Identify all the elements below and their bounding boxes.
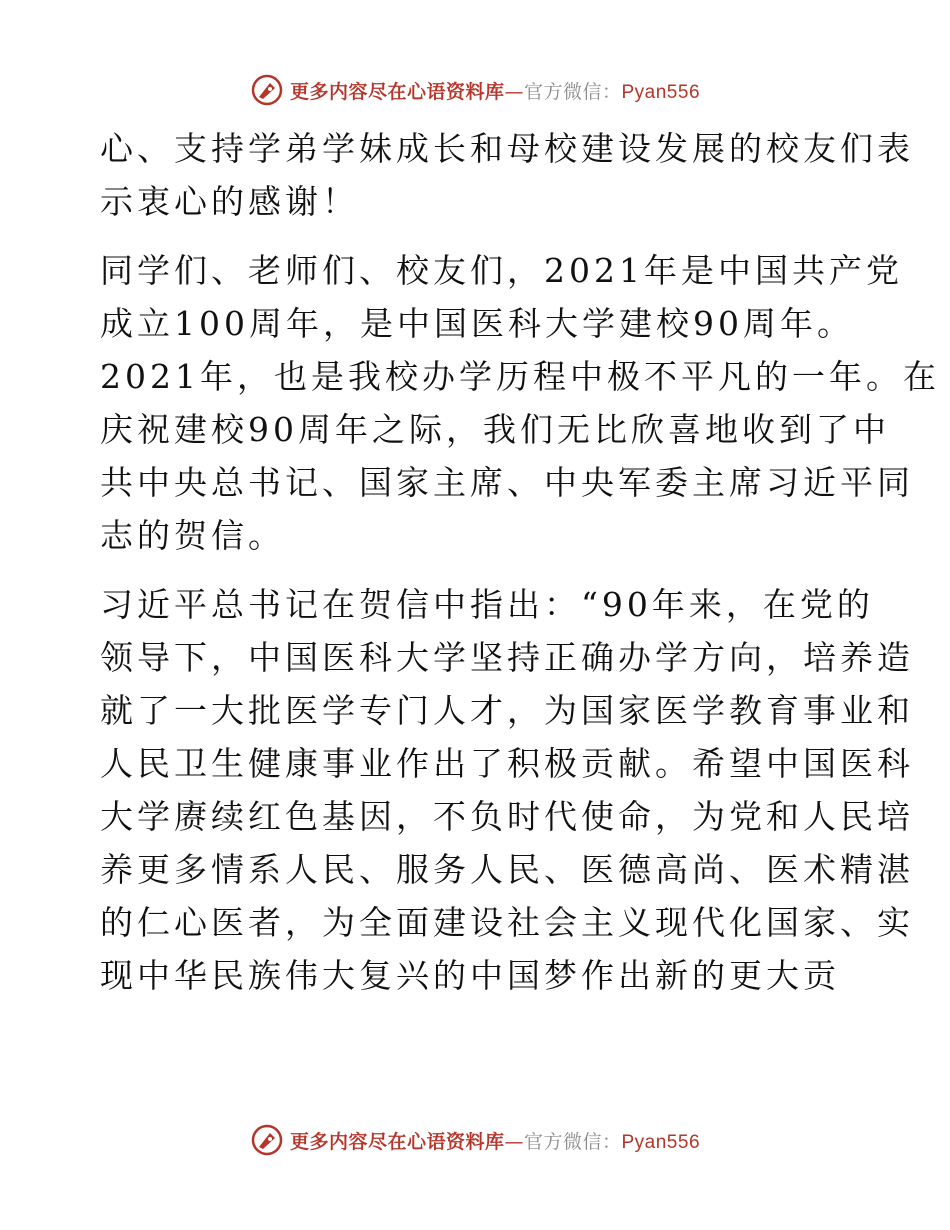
- banner-wechat-label: 官方微信：: [523, 80, 622, 103]
- banner-dash: —: [504, 80, 524, 103]
- text-line: 共中央总书记、国家主席、中央军委主席习近平同: [100, 463, 914, 502]
- text-line: 庆祝建校90周年之际，我们无比欣喜地收到了中: [100, 410, 890, 449]
- banner-text: [290, 77, 700, 104]
- banner-text: [290, 1127, 700, 1154]
- text-line: 人民卫生健康事业作出了积极贡献。希望中国医科: [100, 744, 914, 783]
- footer-banner: [0, 1120, 950, 1160]
- banner-title: 更多内容尽在心语资料库: [289, 80, 505, 103]
- banner-dash: —: [504, 1130, 524, 1153]
- banner-wechat-label: 官方微信：: [523, 1130, 622, 1153]
- text-line: 心、支持学弟学妹成长和母校建设发展的校友们表: [100, 129, 914, 168]
- pen-nib-logo-icon: [250, 73, 284, 107]
- text-line: 大学赓续红色基因，不负时代使命，为党和人民培: [100, 797, 914, 836]
- banner-title: 更多内容尽在心语资料库: [289, 1130, 505, 1153]
- paragraph: [100, 244, 940, 562]
- text-line: 的仁心医者，为全面建设社会主义现代化国家、实: [100, 903, 914, 942]
- text-line: 2021年，也是我校办学历程中极不平凡的一年。在: [100, 357, 940, 396]
- banner-wechat-id: Pyan556: [621, 81, 701, 103]
- text-line: 习近平总书记在贺信中指出：“90年来，在党的: [100, 585, 874, 624]
- banner-wechat-id: Pyan556: [621, 1131, 701, 1153]
- text-line: 养更多情系人民、服务人民、医德高尚、医术精湛: [100, 850, 914, 889]
- text-line: 就了一大批医学专门人才，为国家医学教育事业和: [100, 691, 914, 730]
- text-line: 同学们、老师们、校友们，2021年是中国共产党: [100, 251, 903, 290]
- text-line: 志的贺信。: [100, 516, 285, 555]
- document-body: [100, 122, 940, 1002]
- text-line: 领导下，中国医科大学坚持正确办学方向，培养造: [100, 638, 914, 677]
- text-line: 成立100周年，是中国医科大学建校90周年。: [100, 304, 854, 343]
- paragraph: [100, 578, 914, 1002]
- pen-nib-logo-icon: [250, 1123, 284, 1157]
- header-banner: [0, 70, 950, 110]
- text-line: 现中华民族伟大复兴的中国梦作出新的更大贡: [100, 956, 840, 995]
- text-line: 示衷心的感谢！: [100, 182, 359, 221]
- paragraph: [100, 122, 914, 228]
